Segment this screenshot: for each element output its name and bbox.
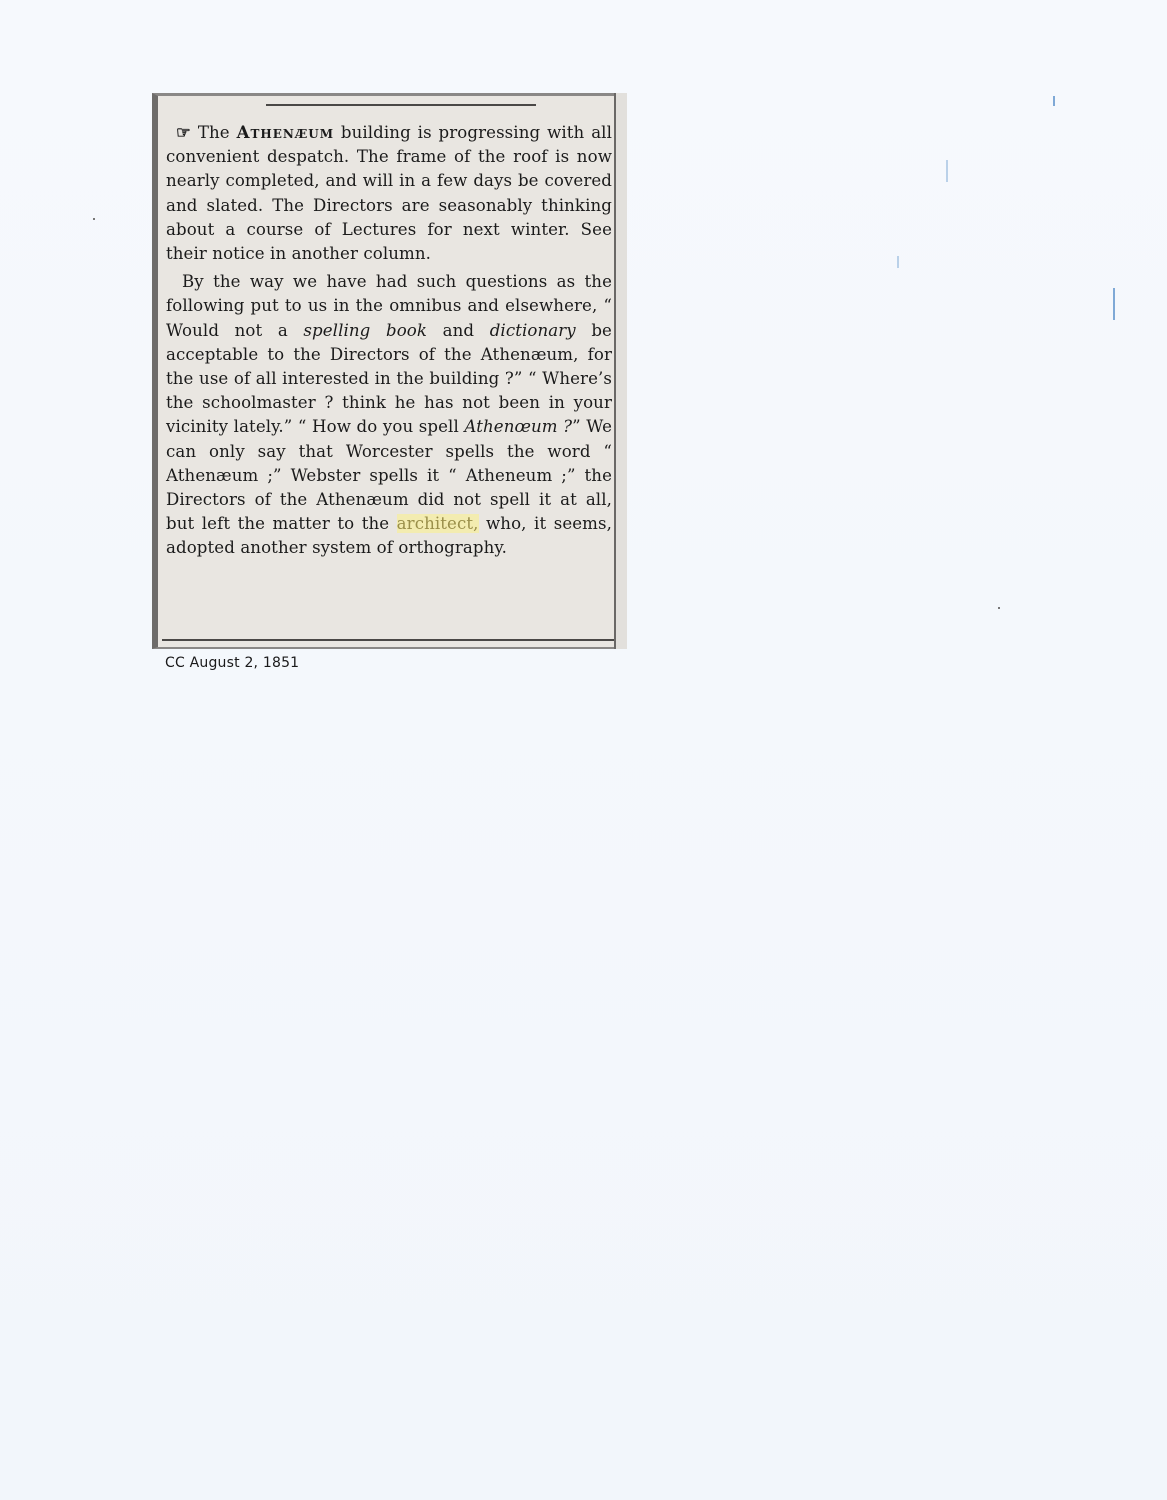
paragraph-2-text-e: who, it seems, adopted another system of orthography. (166, 514, 612, 558)
scan-speck (897, 256, 899, 268)
source-caption: CC August 2, 1851 (165, 655, 300, 671)
paragraph-2-text-b: and (427, 320, 490, 340)
paragraph-2-text-a: By the way we have had such questions as the following put to us in the omnibus and elsewhere, “ Would not a (166, 272, 612, 340)
paragraph-2-text-d: ” We can only say that Worcester spells the word “ Athenæum ;” Webster spells it “ Atheneum ;” the Directors of the Athenæum did not spell it at all, but left the matter to the (166, 417, 613, 534)
athenaeum-name: Athenæum (236, 122, 334, 142)
paragraph-1-text: building is progressing with all convenient despatch. The frame of the roof is now nearly completed, and will in a few days be covered and slated. The Directors are seasonably thinking about a course of Lectures for next winter. See their notice in another column. (166, 123, 612, 264)
top-rule (266, 104, 536, 106)
pointing-hand-icon: ☞ (176, 122, 191, 142)
article-paragraph-1: ☞ The Athenæum building is progressing with all convenient despatch. The frame of the roof is now nearly completed, and will in a few days be covered and slated. The Directors are seasonably thinking about a course of Lectures for next winter. See their notice in another column. (166, 122, 612, 264)
bottom-rule (162, 639, 614, 641)
italic-athenoeum: Athenœum ? (464, 417, 573, 437)
scan-speck (1113, 288, 1115, 320)
article-text (166, 120, 612, 561)
scan-speck (1053, 96, 1055, 106)
italic-spelling-book: spelling book (303, 320, 428, 340)
highlighted-word: architect, (396, 514, 479, 534)
scan-dot (93, 218, 95, 220)
scan-speck (946, 160, 948, 182)
scan-dot (998, 607, 1000, 609)
newspaper-clipping (152, 93, 627, 649)
paragraph-2-text-c: be acceptable to the Directors of the Athenæum, for the use of all interested in the building ?” “ Where’s the schoolmaster ? think he has not been in your vicinity lately.” “ How do you spell (166, 320, 612, 437)
italic-dictionary: dictionary (489, 320, 576, 340)
clipping-right-edge (614, 93, 627, 649)
article-paragraph-2 (166, 270, 612, 560)
